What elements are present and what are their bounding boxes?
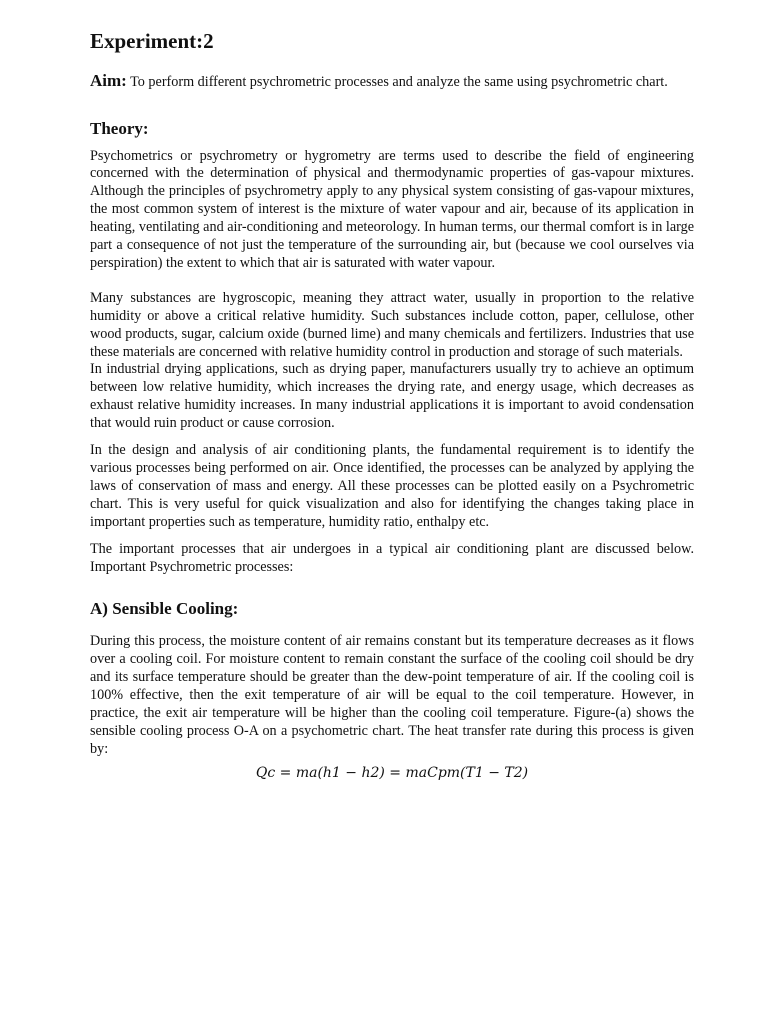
heat-transfer-formula: Qc = ma(h1 − h2) = maCpm(T1 − T2) [255, 764, 529, 781]
aim-text: To perform different psychrometric processes and analyze the same using psychrometric chart. [126, 74, 668, 90]
theory-paragraph: In the design and analysis of air conditioning plants, the fundamental requirement is to identify the various processes being performed on air. Once identified, the processes can be analyzed by applying the laws of conservation of mass and energy. All these processes can be plotted easily on a Psychrometric chart. This is very useful for quick visualization and also for identifying the changes taking place in important properties such as temperature, humidity ratio, enthalpy etc. [90, 442, 694, 530]
section-a-heading: A) Sensible Cooling: [90, 599, 239, 619]
section-a-paragraph: During this process, the moisture content of air remains constant but its temperature decreases as it flows over a cooling coil. For moisture content to remain constant the surface of the cooling coil should be dry and its surface temperature should be greater than the dew-point temperature of air. If the cooling coil is 100% effective, then the exit temperature of air will be equal to the coil temperature. However, in practice, the exit air temperature will be higher than the cooling coil temperature. Figure-(a) shows the sensible cooling process O-A on a psychometric chart. The heat transfer rate during this process is given by: [90, 633, 694, 757]
theory-paragraph: Many substances are hygroscopic, meaning they attract water, usually in proportion to the relative humidity or above a critical relative humidity. Such substances include cotton, paper, cellulose, other wood products, sugar, calcium oxide (burned lime) and many chemicals and fertilizers. Industries that use these materials are concerned with relative humidity control in production and storage of such materials. [90, 289, 694, 360]
aim-label: Aim: [90, 71, 127, 90]
document-page [90, 28, 694, 783]
theory-paragraph: In industrial drying applications, such as drying paper, manufacturers usually try to achieve an optimum between low relative humidity, which increases the drying rate, and energy usage, which decreases as exhaust relative humidity increases. In many industrial applications it is important to avoid condensation that would ruin product or cause corrosion. [90, 361, 694, 432]
experiment-title: Experiment:2 [90, 29, 214, 53]
theory-paragraph: Psychometrics or psychrometry or hygrometry are terms used to describe the field of engineering concerned with the determination of physical and thermodynamic properties of gas-vapour mixtures. Although the principles of psychrometry apply to any physical system consisting of gas-vapour mixtures, the most common system of interest is the mixture of water vapour and air, because of its application in heating, ventilating and air-conditioning and meteorology. In human terms, our thermal comfort is in large part a consequence of not just the temperature of the surrounding air, but (because we cool ourselves via perspiration) the extent to which that air is saturated with water vapour. [90, 147, 694, 271]
aim-statement [90, 72, 694, 92]
theory-heading: Theory: [90, 118, 149, 138]
theory-paragraph: The important processes that air undergoes in a typical air conditioning plant are discussed below. Important Psychrometric processes: [90, 540, 694, 575]
